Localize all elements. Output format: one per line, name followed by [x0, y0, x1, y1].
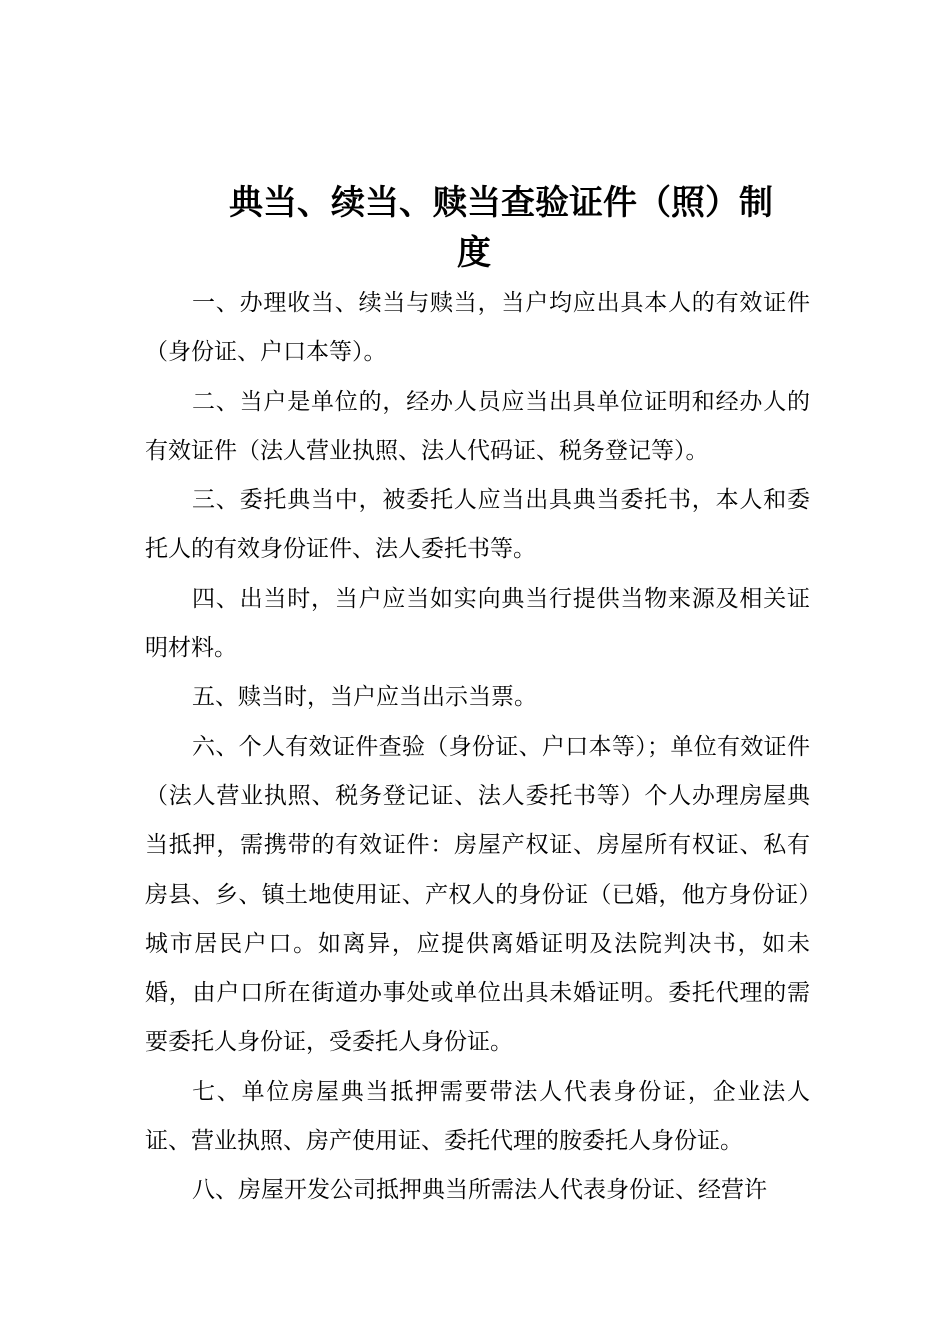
title-line-1: 典当、续当、赎当查验证件（照）制 — [229, 183, 773, 223]
paragraph-3: 三、委托典当中，被委托人应当出具典当委托书，本人和委托人的有效身份证件、法人委托书等。 — [145, 487, 810, 563]
paragraph-7: 七、单位房屋典当抵押需要带法人代表身份证，企业法人证、营业执照、房产使用证、委托代理的胺委托人身份证。 — [145, 1078, 810, 1155]
title-line-2: 度 — [457, 233, 491, 273]
paragraph-5: 五、赎当时，当户应当出示当票。 — [192, 684, 537, 711]
paragraph-4: 四、出当时，当户应当如实向典当行提供当物来源及相关证明材料。 — [145, 585, 810, 662]
paragraph-8: 八、房屋开发公司抵押典当所需法人代表身份证、经营许 — [192, 1177, 767, 1204]
document-title — [145, 178, 845, 278]
paragraph-6: 六、个人有效证件查验（身份证、户口本等）；单位有效证件（法人营业执照、税务登记证、法人委托书等）个人办理房屋典当抵押，需携带的有效证件：房屋产权证、房屋所有权证、私有房县、乡、镇土地使用证、产权人的身份证（已婚，他方身份证）城市居民户口。如离异，应提供离婚证明及法院判决书，如未婚，由户口所在街道办事处或单位出具未婚证明。委托代理的需要委托人身份证，受委托人身份证。 — [145, 733, 810, 1056]
paragraph-1: 一、办理收当、续当与赎当，当户均应出具本人的有效证件（身份证、户口本等）。 — [145, 290, 810, 366]
paragraph-2: 二、当户是单位的，经办人员应当出具单位证明和经办人的有效证件（法人营业执照、法人代码证、税务登记等）。 — [145, 388, 810, 464]
document-body — [145, 279, 810, 1216]
